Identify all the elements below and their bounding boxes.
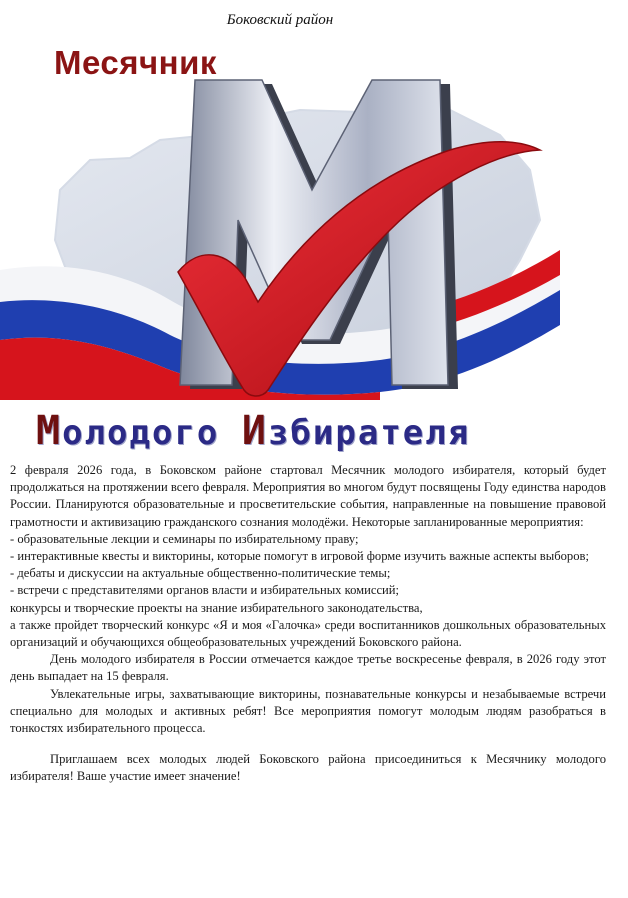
poster-title-bottom <box>36 408 470 454</box>
article-list-item: - дебаты и дискуссии на актуальные общественно-политические темы; <box>10 566 391 581</box>
poster-title-word-1: Молодого <box>36 408 220 454</box>
poster-graphic <box>0 40 560 400</box>
article-intro: 2 февраля 2026 года, в Боковском районе стартовал Месячник молодого избирателя, который будет продолжаться на протяжении всего февраля. Мероприятия во многом будут посвящены Году единства народов России. Планируются образовательные и просветительские события, направленные на повышение правовой грамотности и активизацию гражданского сознания молодёжи. Некоторые запланированные мероприятия: <box>10 463 606 529</box>
article-paragraph-games: Увлекательные игры, захватывающие викторины, познавательные конкурсы и незабываемые встречи специально для молодых и активных ребят! Все мероприятия помогут молодым людям разобраться в тонкостях избирательного процесса. <box>10 686 606 736</box>
poster-title-top <box>54 44 217 82</box>
article-list-item: конкурсы и творческие проекты на знание избирательного законодательства, <box>10 600 423 615</box>
district-header: Боковский район <box>226 12 334 28</box>
article-list-item: - встречи с представителями органов власти и избирательных комиссий; <box>10 583 400 598</box>
article-body <box>10 462 606 786</box>
poster-title-top-text: Месячник <box>54 44 217 81</box>
article-paragraph-invite: Приглашаем всех молодых людей Боковского района присоединиться к Месячнику молодого избирателя! Ваше участие имеет значение! <box>10 752 606 784</box>
poster-title-word-2: Избирателя <box>241 408 471 454</box>
article-paragraph-day: День молодого избирателя в России отмечается каждое третье воскресенье февраля, в 2026 году этот день выпадает на 15 февраля. <box>10 652 606 684</box>
article-list-item: - образовательные лекции и семинары по избирательному праву; <box>10 531 359 546</box>
article-list-item: а также пройдет творческий конкурс «Я и моя «Галочка» среди воспитанников дошкольных образовательных организаций и обучающихся общеобразовательных учреждений Боковского района. <box>10 617 606 650</box>
article-list-item: - интерактивные квесты и викторины, которые помогут в игровой форме изучить важные аспекты выборов; <box>10 549 589 564</box>
